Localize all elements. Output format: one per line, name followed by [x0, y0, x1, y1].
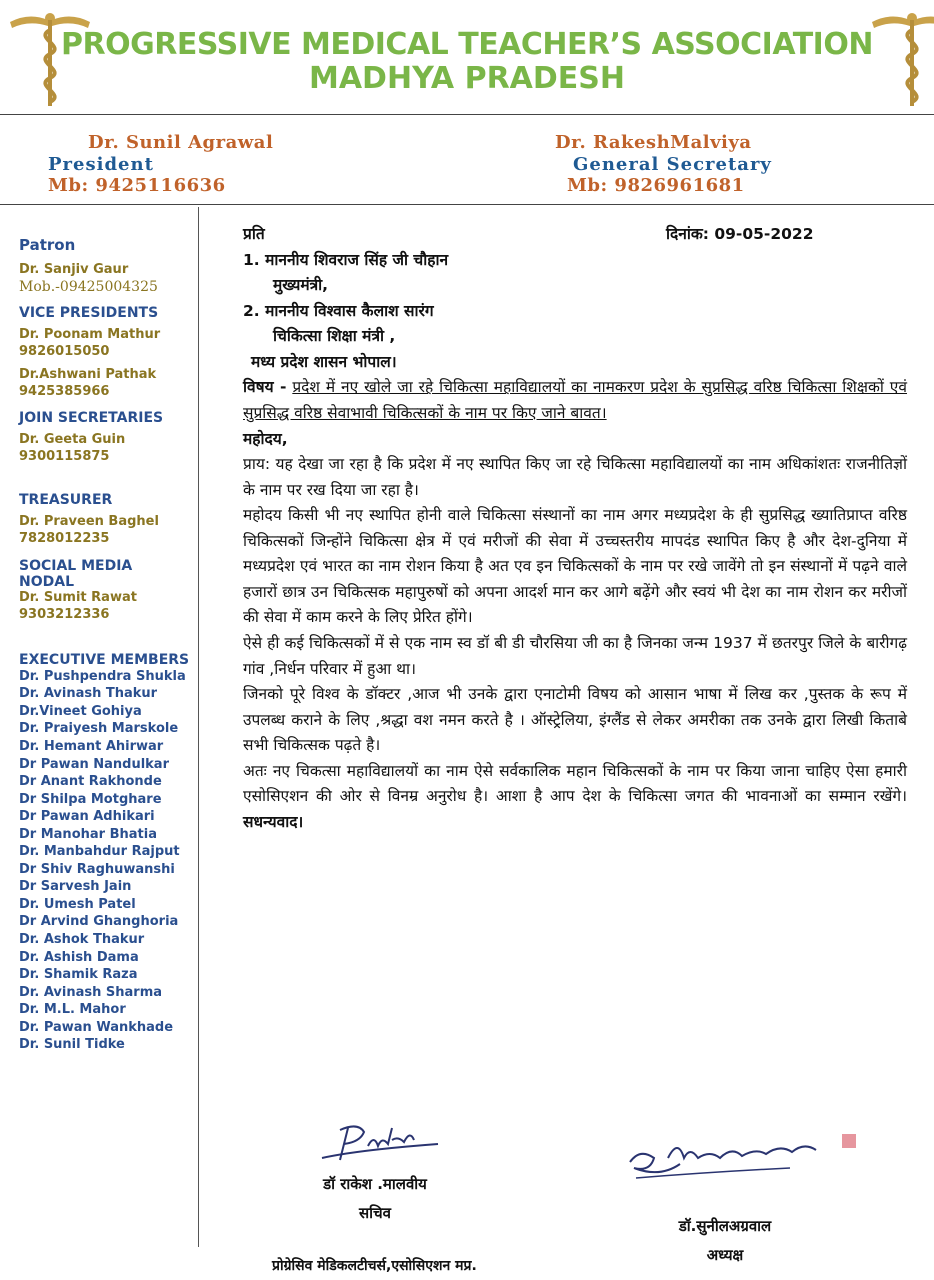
paragraph-5-text: अतः नए चिकत्सा महाविद्यालयों का नाम ऐसे सर्वकालिक महान चिकित्सकों के नाम पर किया जाना चाहिए ऐसा हमारी एसोसिएशन की ओर से विनम्र अनुरोध है। आशा है आप देश के चिकित्सा जगत की भावनाओं का सम्मान रखेंगे। — [243, 761, 907, 806]
president-mobile: Mb: 9425116636 — [48, 175, 226, 197]
footer-association: प्रोग्रेसिव मेडिकलटीचर्स,एसोसिएशन मप्र. — [272, 1258, 477, 1274]
executive-member: Dr Shiv Raghuwanshi — [19, 861, 175, 877]
executive-member: Dr. Praiyesh Marskole — [19, 721, 179, 737]
executive-member: Dr.Vineet Gohiya — [19, 703, 142, 719]
secretary-block — [555, 132, 772, 197]
left-signatory-name: डॉ राकेश .मालवीय — [323, 1175, 427, 1193]
executive-member: Dr. Shamik Raza — [19, 967, 138, 983]
thanks: सधन्यवाद। — [243, 812, 304, 831]
executive-member: Dr Shilpa Motghare — [19, 791, 162, 807]
join-secretary-phone: 9300115875 — [19, 449, 110, 465]
secretary-mobile: Mb: 9826961681 — [567, 175, 745, 197]
subject-label: विषय - — [243, 378, 287, 397]
executive-heading: EXECUTIVE MEMBERS — [19, 651, 190, 668]
subject — [243, 375, 907, 426]
executive-member: Dr. Avinash Sharma — [19, 984, 163, 1000]
subject-text: प्रदेश में नए खोले जा रहे चिकित्सा महाविद्यालयों का नामकरण प्रदेश के सुप्रसिद्ध वरिष्ठ चिकित्सा शिक्षकों एवं सुप्रसिद्ध वरिष्ठ सेवाभावी चिकित्सकों के नाम पर किए जाने बावत। — [243, 378, 907, 422]
president-block — [48, 132, 273, 197]
to-label: प्रति — [243, 225, 265, 243]
executive-member: Dr. Pushpendra Shukla — [19, 668, 186, 684]
executive-member: Dr. Avinash Thakur — [19, 686, 158, 702]
association-name: PROGRESSIVE MEDICAL TEACHER’S ASSOCIATION — [61, 27, 873, 62]
patron-name: Dr. Sanjiv Gaur — [19, 262, 129, 277]
sidebar — [19, 236, 197, 1054]
president-signature — [620, 1128, 860, 1192]
treasurer-name: Dr. Praveen Baghel — [19, 514, 159, 530]
patron-mobile: Mob.-09425004325 — [19, 278, 158, 295]
social-media-phone: 9303212336 — [19, 606, 110, 622]
treasurer-phone: 7828012235 — [19, 531, 110, 547]
paragraph-4: जिनको पूरे विश्व के डॉक्टर ,आज भी उनके द्वारा एनाटोमी विषय को आसान भाषा में लिख कर ,पुस्तक के रूप में उपलब्ध कराने के लिए ,श्रद्धा वश नमन करते है । ऑस्ट्रेलिया, इंग्लैंड से लेकर अमरीका तक उनके द्वारा लिखी किताबे सभी चिकित्सक पढ़ते है। — [243, 685, 907, 755]
executive-member: Dr. M.L. Mahor — [19, 1002, 126, 1018]
executive-member: Dr. Hemant Ahirwar — [19, 738, 164, 754]
right-signatory-name: डॉ.सुनीलअग्रवाल — [678, 1217, 772, 1235]
vp-phone: 9425385966 — [19, 383, 110, 399]
treasurer-heading: TREASURER — [19, 492, 113, 509]
executive-member: Dr. Sunil Tidke — [19, 1037, 125, 1053]
recipient-1: 1. माननीय शिवराज सिंह जी चौहान — [243, 250, 449, 269]
recipient-2-title: चिकित्सा शिक्षा मंत्री , — [273, 327, 396, 346]
association-state: MADHYA PRADESH — [308, 60, 625, 96]
salutation: महोदय, — [243, 429, 288, 448]
executive-member: Dr Pawan Adhikari — [19, 809, 155, 825]
recipient-2: 2. माननीय विश्वास कैलाश सारंग — [243, 301, 434, 320]
left-signatory — [290, 1170, 460, 1227]
secretary-role: General Secretary — [573, 153, 772, 175]
executive-list — [19, 668, 197, 1054]
social-media-heading: SOCIAL MEDIA — [19, 558, 133, 575]
executive-member: Dr Pawan Nandulkar — [19, 756, 169, 772]
paragraph-1: प्राय: यह देखा जा रहा है कि प्रदेश में नए स्थापित किए जा रहे चिकित्सा महाविद्यालयों का नाम अधिकांशतः राजनीतिज्ञों के नाम पर रख दिया जा रहा है। — [243, 455, 907, 499]
executive-member: Dr Manohar Bhatia — [19, 826, 157, 842]
patron-heading: Patron — [19, 236, 76, 254]
executive-member: Dr. Manbahdur Rajput — [19, 844, 180, 860]
right-signatory-title: अध्यक्ष — [706, 1245, 744, 1264]
executive-member: Dr. Pawan Wankhade — [19, 1019, 174, 1035]
president-role: President — [48, 153, 154, 175]
vp-name: Dr. Poonam Mathur — [19, 326, 161, 342]
president-name: Dr. Sunil Agrawal — [88, 132, 274, 153]
letter-date: दिनांक: 09-05-2022 — [666, 225, 814, 243]
sidebar-divider — [198, 207, 199, 1247]
vp-name: Dr.Ashwani Pathak — [19, 366, 157, 382]
secretary-signature — [318, 1116, 448, 1175]
officers-divider — [0, 204, 934, 205]
paragraph-2: महोदय किसी भी नए स्थापित होनी वाले चिकित्सा संस्थानों का नाम अगर मध्यप्रदेश के ही सुप्रसिद्ध ख्यातिप्राप्त वरिष्ठ चिकित्सकों जिन्होंने चिकित्सा क्षेत्र में एवं मरीजों की सेवा में उच्चस्तरीय मापदंड स्थापित किए है और देश-दुनिया में मध्यप्रदेश एवं भारत का नाम रोशन किया है अत एव इन चिकित्सकों के नाम पर रखे जावेंगे तो इन संस्थानों में पढ़ने वाले हजारों छात्र उन चिकित्सक महापुरुषों को अपना आदर्श मान कर आगे बढ़ेंगे और स्वयं भी देश का नाम रोशन कर मरीजों की सेवा में काम करने के लिए प्रेरित होंगे। — [243, 506, 907, 627]
paragraph-5 — [243, 759, 907, 836]
header-divider — [0, 114, 934, 115]
executive-member: Dr Arvind Ghanghoria — [19, 914, 179, 930]
vice-presidents-heading: VICE PRESIDENTS — [19, 304, 159, 321]
executive-member: Dr. Ashok Thakur — [19, 932, 145, 947]
left-signatory-title: सचिव — [359, 1203, 391, 1222]
letter-body — [243, 222, 907, 836]
vp-phone: 9826015050 — [19, 343, 110, 359]
social-media-heading: NODAL — [19, 574, 74, 591]
secretary-name: Dr. RakeshMalviya — [555, 132, 752, 153]
executive-member: Dr. Ashish Dama — [19, 949, 139, 965]
social-media-name: Dr. Sumit Rawat — [19, 590, 137, 606]
right-signatory — [650, 1212, 800, 1269]
join-secretary-name: Dr. Geeta Guin — [19, 432, 126, 448]
executive-member: Dr. Umesh Patel — [19, 896, 136, 912]
executive-member: Dr Sarvesh Jain — [19, 879, 132, 895]
letterhead-title — [0, 28, 934, 95]
join-secretaries-heading: JOIN SECRETARIES — [19, 410, 164, 427]
executive-member: Dr Anant Rakhonde — [19, 774, 162, 790]
recipient-1-title: मुख्यमंत्री, — [273, 276, 329, 295]
government: मध्य प्रदेश शासन भोपाल। — [251, 352, 397, 371]
paragraph-3: ऐसे ही कई चिकित्सकों में से एक नाम स्व डॉ बी डी चौरसिया जी का है जिनका जन्म 1937 में छतरपुर जिले के बारीगढ़ गांव ,निर्धन परिवार में हुआ था। — [243, 634, 907, 678]
